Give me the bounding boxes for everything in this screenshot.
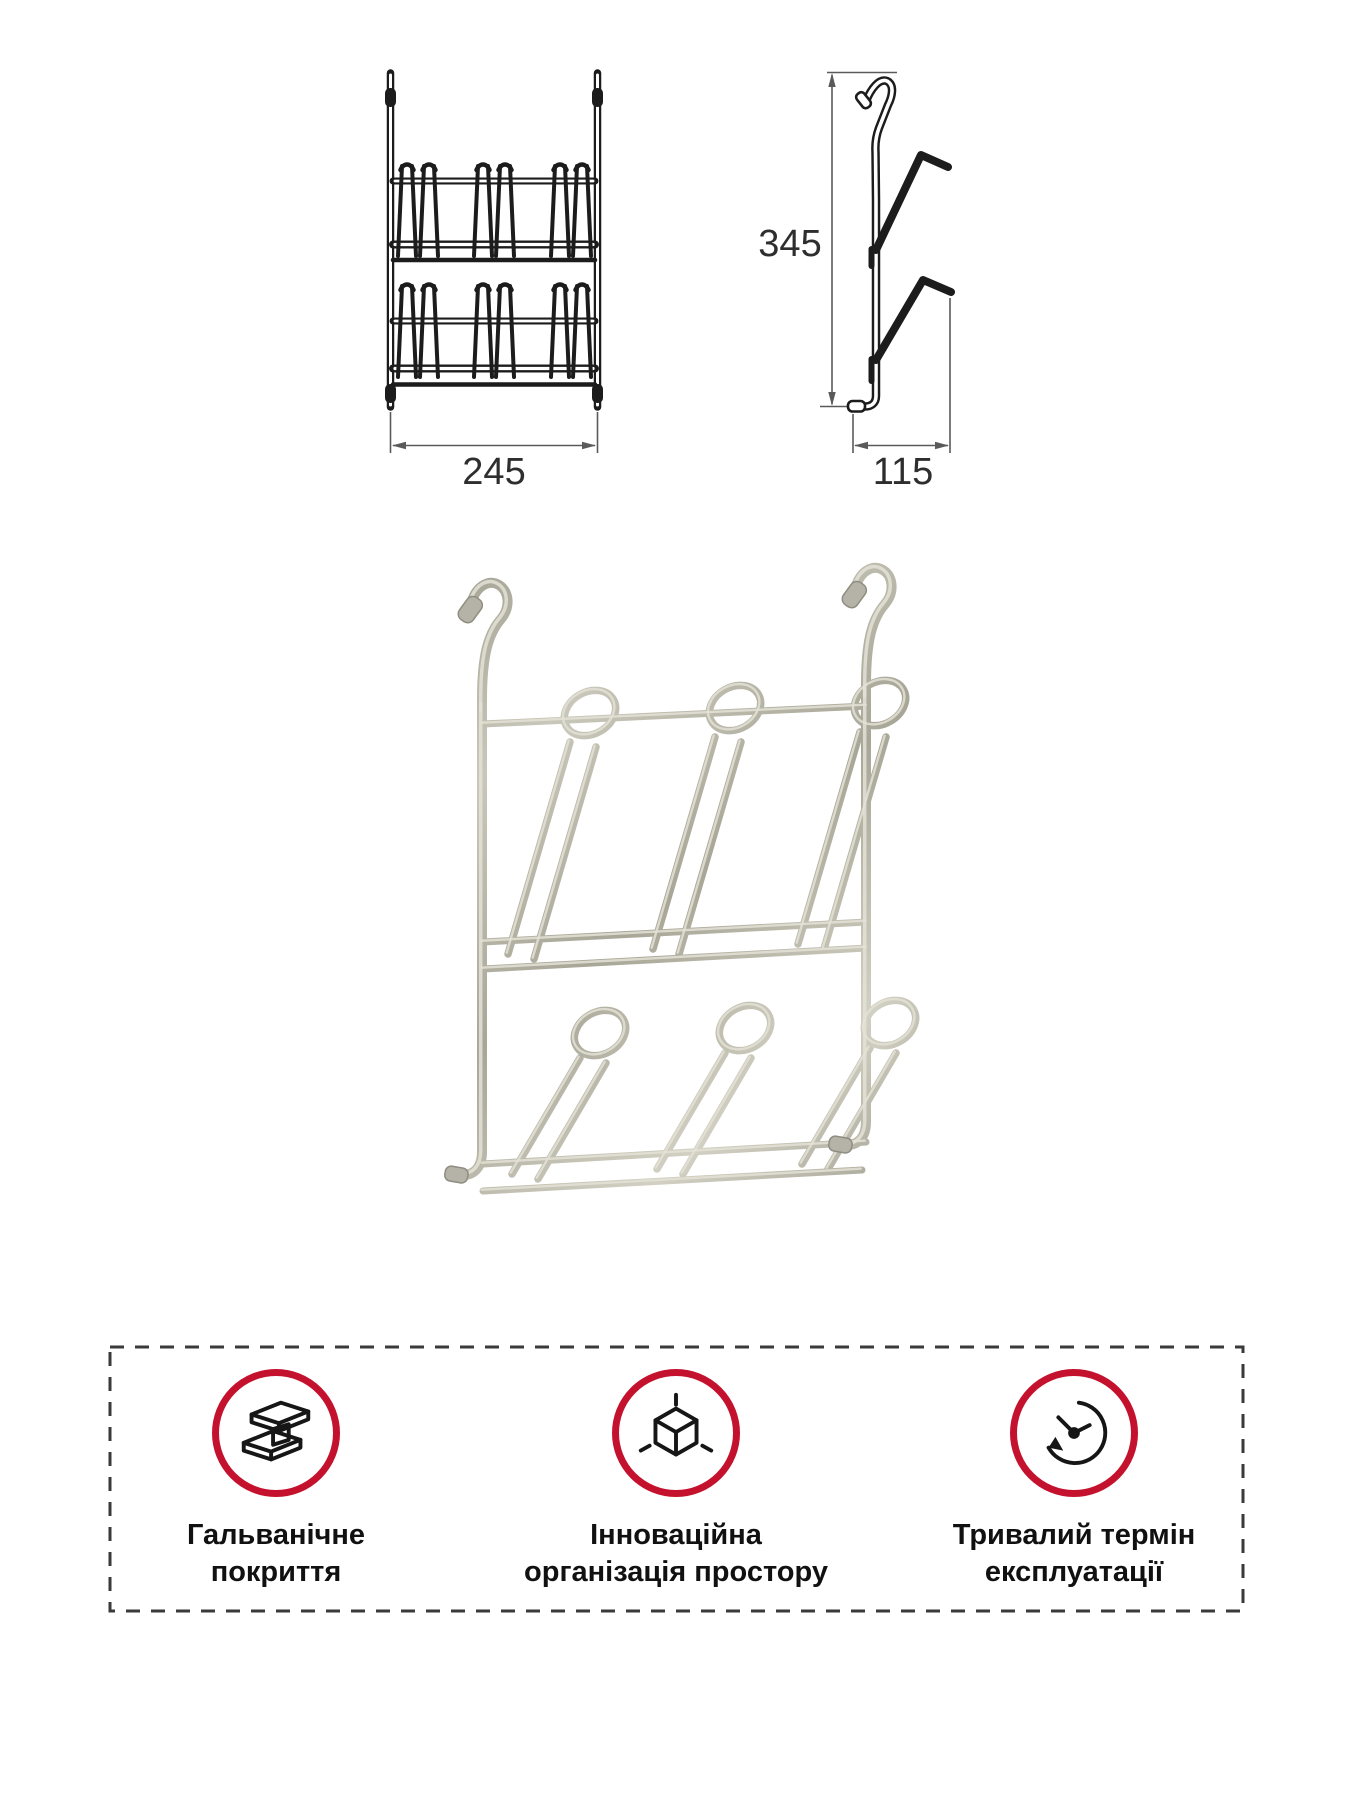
hook-knob xyxy=(592,88,603,107)
feature-icon-ring xyxy=(612,1369,740,1497)
feature-icon-ring xyxy=(1010,1369,1138,1497)
foot-cap xyxy=(848,401,865,412)
feature-galvanic-coating xyxy=(91,1369,461,1591)
dimension-label-depth: 115 xyxy=(872,451,934,493)
foot-knob xyxy=(385,384,396,403)
side-view-drawing xyxy=(740,50,980,495)
features-panel xyxy=(108,1345,1245,1613)
feature-label: Інноваційна організація простору xyxy=(524,1519,828,1588)
front-view-prongs xyxy=(398,164,591,377)
product-render xyxy=(430,545,960,1215)
width-dimension xyxy=(391,412,598,493)
feature-space-organization xyxy=(491,1369,861,1591)
feature-label: Гальванічне покриття xyxy=(186,1519,366,1588)
hook-cap-right xyxy=(839,579,869,611)
dimension-label-height: 345 xyxy=(758,223,822,265)
depth-dimension xyxy=(853,298,950,493)
hook-knob xyxy=(385,88,396,107)
steel-beam-icon xyxy=(232,1389,320,1477)
front-view-drawing xyxy=(330,50,670,495)
cube-3d-icon xyxy=(632,1389,720,1477)
foot-cap-left xyxy=(444,1165,469,1184)
feature-label: Тривалий термін експлуатації xyxy=(952,1519,1196,1588)
plastic-caps xyxy=(444,579,869,1184)
wire-highlight xyxy=(458,567,923,1190)
foot-knob xyxy=(592,384,603,403)
feature-long-service-life xyxy=(889,1369,1259,1591)
dimension-label-width: 245 xyxy=(462,451,526,493)
clock-arrow-icon xyxy=(1030,1389,1118,1477)
hook-cap-left xyxy=(455,594,485,626)
feature-icon-ring xyxy=(212,1369,340,1497)
